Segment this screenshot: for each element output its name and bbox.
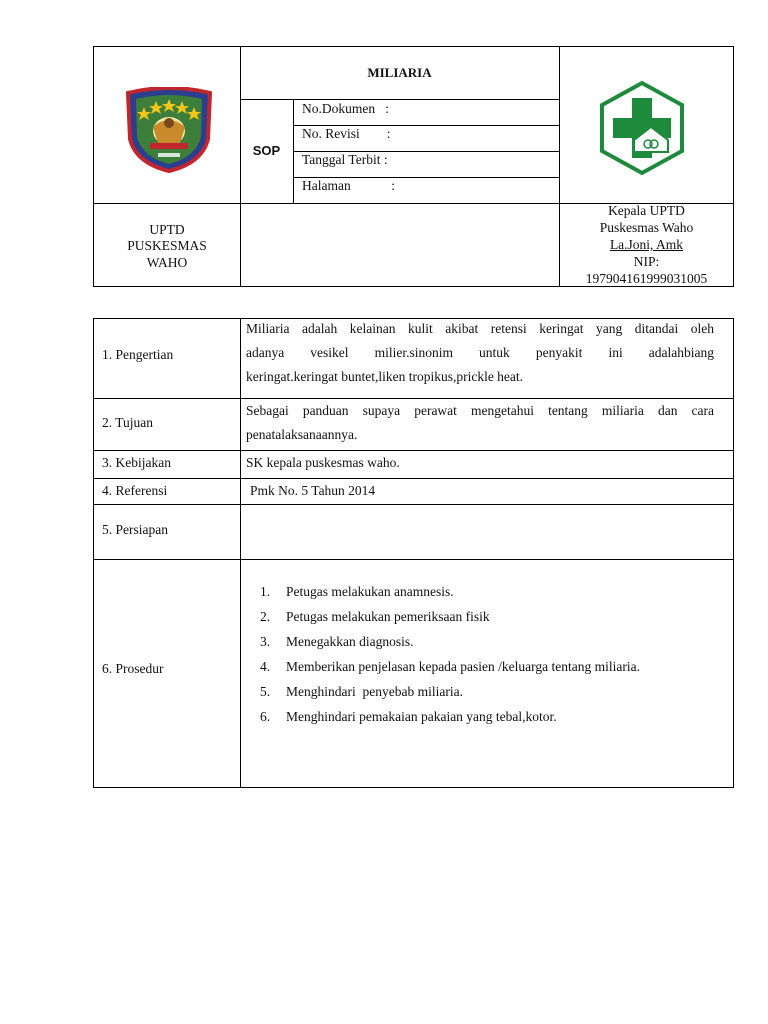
issue-date-field: Tanggal Terbit :	[302, 152, 388, 167]
section-label-prosedur: 6. Prosedur	[102, 661, 164, 676]
text-line: penatalaksanaannya.	[246, 427, 358, 442]
org-name-line-1: UPTD	[149, 222, 185, 237]
sop-content-table	[93, 318, 734, 788]
section-label-pengertian: 1. Pengertian	[102, 347, 174, 362]
sop-label: SOP	[252, 143, 281, 158]
signatory-name: La.Joni, Amk	[609, 237, 684, 252]
section-label-kebijakan: 3. Kebijakan	[102, 455, 171, 470]
signatory-position-1: Kepala UPTD	[608, 203, 685, 218]
step-text: Menghindari pemakaian pakaian yang tebal,kotor.	[286, 709, 557, 724]
section-label-referensi: 4. Referensi	[102, 483, 168, 498]
text-line: Miliaria adalah kelainan kulit akibat retensi keringat yang ditandai oleh	[246, 321, 714, 336]
list-item: 4. Memberikan penjelasan kepada pasien /keluarga tentang miliaria.	[260, 659, 640, 674]
doc-number-field: No.Dokumen :	[302, 101, 389, 116]
page-field: Halaman :	[302, 178, 395, 193]
list-item: 5. Menghindari penyebab miliaria.	[260, 684, 463, 699]
signatory-nip: 197904161999031005	[585, 271, 708, 286]
procedure-steps	[260, 579, 640, 729]
text-line: adanya vesikel milier.sinonim untuk penyakit ini adalahbiang	[246, 345, 714, 360]
section-text-pengertian	[246, 317, 714, 389]
list-item: 1. Petugas melakukan anamnesis.	[260, 584, 454, 599]
list-item: 3. Menegakkan diagnosis.	[260, 634, 414, 649]
sop-header-table	[93, 46, 734, 287]
signatory-nip-label: NIP:	[633, 254, 660, 269]
section-text-kebijakan: SK kepala puskesmas waho.	[246, 455, 400, 470]
section-text-tujuan	[246, 399, 714, 447]
sop-title: MILIARIA	[367, 65, 432, 80]
text-line: keringat.keringat buntet,liken tropikus,prickle heat.	[246, 369, 524, 384]
list-item: 6. Menghindari pemakaian pakaian yang tebal,kotor.	[260, 709, 557, 724]
step-text: Petugas melakukan pemeriksaan fisik	[286, 609, 490, 624]
revision-field: No. Revisi :	[302, 126, 391, 141]
org-name-line-3: WAHO	[146, 255, 188, 270]
section-label-tujuan: 2. Tujuan	[102, 415, 154, 430]
text-line: Sebagai panduan supaya perawat mengetahui tentang miliaria dan cara	[246, 403, 714, 418]
step-text: Menegakkan diagnosis.	[286, 634, 414, 649]
signatory-position-2: Puskesmas Waho	[599, 220, 694, 235]
puskesmas-cross-logo-icon	[599, 80, 685, 176]
step-text: Petugas melakukan anamnesis.	[286, 584, 454, 599]
section-label-persiapan: 5. Persiapan	[102, 522, 168, 537]
org-name-line-2: PUSKESMAS	[127, 238, 207, 253]
step-text: Menghindari penyebab miliaria.	[286, 684, 463, 699]
list-item: 2. Petugas melakukan pemeriksaan fisik	[260, 609, 490, 624]
step-text: Memberikan penjelasan kepada pasien /keluarga tentang miliaria.	[286, 659, 640, 674]
section-text-referensi: Pmk No. 5 Tahun 2014	[250, 483, 376, 498]
regency-emblem-icon	[122, 87, 216, 173]
